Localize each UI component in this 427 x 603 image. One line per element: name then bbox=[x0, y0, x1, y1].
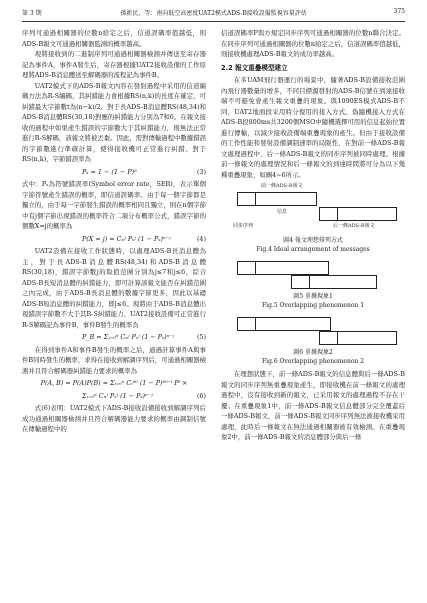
paragraph: 在多UAM飛行器運行的場景中，隨著ADS-B設備接收范圍內飛行器數量的增多，不同目標源發射的ADS-B信號在到達接收端不可避免會產生報文重疊的現象。與1090ES模式ADS-B不同，UAT2地面段采用時分復用的接入方式。偽隨機接入方式在ADS-B段800ms共3200個MSO中隨機選擇可用的信息起始位置進行傳輸，以減少接收設備端重疊現象的產生。但由于接收設備的工作性能和發射設備調制速率的局限性，在對前一條ADS-B報文處理過程中，后一條ADS-B報文的同步序列被同時處理。根據前一條報文的處理情況和后一條報文的到達時間將可分為以下幾種重疊現象，如圖4~6所示。 bbox=[221, 76, 405, 179]
fig6-sync-block-1 bbox=[237, 317, 257, 331]
fig4-payload-block-2 bbox=[337, 207, 397, 221]
paragraph: UAT2模式下的ADS-B報文內容在發射過程中采用的信道編碼方法為R-S編碼，其糾錯能力會根據RS(n,k)的長度在確定，可糾錯最大字節數t為(n−k)/2，對于長ADS-B消息體RS(48,34)和ADS-B消息體RS(30,18)對應的糾錯能力分別為7和6。在報文接收的過程中如果產生錯誤的字節數大于其糾錯能力，則無法正常進行R-S解碼，該報文將被丟棄。因此，需對傳輸過程中數據錯誤的字節數進行準確計算，使得接收機可正常進行糾錯。對于RS(n,k)，字節錯誤率為 bbox=[22, 81, 206, 163]
figure-6-caption-en: Fig.6 Overlapping phenomenon 2 bbox=[261, 358, 365, 365]
equation-6-line-1: P(A, B) = P(A)P(B) = Σᵢ₌₀ⁿ Cᵢ⁸⁰ (1 − P)⁸⁰⁻ⁱ Pⁱ × bbox=[40, 379, 188, 387]
fig4-label-sync: 同步序列 bbox=[233, 223, 254, 229]
header-rule bbox=[22, 21, 405, 22]
equation-5 bbox=[22, 332, 206, 343]
right-column bbox=[221, 28, 405, 443]
figure-4-caption-en: Fig.4 Ideal arrangement of messages bbox=[256, 246, 370, 253]
fig6-payload-block-2 bbox=[337, 331, 397, 345]
fig4-sync-block-2 bbox=[319, 207, 339, 221]
running-header bbox=[22, 8, 405, 20]
paragraph: 在理想狀態下，前一條ADS-B報文的信息體與后一條ADS-B報文的同步序列無重疊現象產生，即接收機在前一條報文的處理過程中，沒有接收到新的報文，已采用報文的處理過程不存在干擾；在重疊現象1中，前一條ADS-B報文信息體部分完全覆蓋后一條ADS-B報文，前一條ADS-B報文同步序列無法被接收機采用處理，此時后一條報文在無法通過相關器被有效檢測。在重疊現象2中，前一條ADS-B報文的消息體部分與后一條 bbox=[221, 370, 405, 441]
equation-number: (5) bbox=[196, 333, 206, 341]
paragraph: 序列可通過相關器的位數n給定之后，信道誤碼率值越低，則ADS-B報文可通過相關器監測的概率越高。 bbox=[22, 29, 206, 48]
fig4-label-next-message: 后一條ADS-B報文 bbox=[333, 223, 375, 229]
page-number: 375 bbox=[393, 8, 405, 15]
paragraph: 式(6)表明：UAT2模式下ADS-B接收設備接收到解調序列后成功通過相關器檢測并且符合解碼器能力要求的概率由調制信號在傳輸過程中的 bbox=[22, 404, 206, 433]
paragraph: UAT2設備在接收工作狀態時，以處理ADS-B長消息體為主，對于長ADS-B消息體RS(48,34)和ADS-B消息體RS(30,18)，錯誤字節數j的取值范圍分別為j≤7和j≤6，綜合ADS-B長短消息體的糾錯能力，即可計算該報文能否在糾錯范圍之內完成，由于ADS-B長消息體的數據字節更多，因此以基礎ADS-B短消息體的糾錯能力，即j≤6。現將由于ADS-B消息體出現錯誤字節數不大于其R-S糾錯能力，UAT2接收設備可正常進行R-S解碼記為事件B，事件B發生的概率為 bbox=[22, 247, 206, 329]
fig6-sync-block-2 bbox=[319, 331, 339, 345]
equation-body: Σⱼ₌₀⁶ Cₙʲ Pₛʲ (1 − Pₛ)ⁿ⁻ʲ bbox=[82, 391, 153, 400]
equation-3 bbox=[22, 167, 206, 178]
figure-6-caption-cn: 圖6 重疊現象2 bbox=[293, 349, 333, 356]
paragraph: 式中：Pₛ為符號錯誤率(Symbol error rate，SER)，表示單個字節符號產生錯誤的概率，即信道誤碼率。由于每一個字節都是獨立的，由于每一字節發生錯誤的概率相同且獨立，則在n個字節中有j個字節出現錯誤的概率符合二項分布概率公式，錯誤字節的個數X=j的概率為 bbox=[22, 180, 206, 230]
equation-number: (3) bbox=[196, 167, 206, 176]
paragraph: 信道誤碼率P與方規定同步序列可通過相關器的位數n聯合決定。在同步序列可通過相關器的位數n給定之后，信道誤碼率值越低，則接收機處理ADS-B報文的成功率越高。 bbox=[221, 29, 405, 58]
fig5-payload-block-1 bbox=[255, 261, 329, 275]
equation-body: P(X = j) = Cₙʲ Pₛʲ (1 − Pₛ)ⁿ⁻ʲ bbox=[82, 234, 171, 243]
fig5-sync-block-1 bbox=[237, 261, 257, 275]
fig5-sync-block-2 bbox=[291, 275, 311, 289]
equation-6-line-2 bbox=[22, 391, 206, 402]
fig5-payload-block-2 bbox=[309, 275, 377, 289]
fig4-label-previous-message: 前一條ADS-B報文 bbox=[261, 183, 303, 189]
section-heading: 2.2 報文重疊模型建立 bbox=[221, 63, 288, 72]
fig6-payload-block-1 bbox=[255, 317, 331, 331]
fig4-payload-block-1 bbox=[255, 192, 317, 206]
figure-5 bbox=[221, 257, 405, 291]
equation-number: (4) bbox=[196, 234, 206, 243]
equation-4 bbox=[22, 234, 206, 245]
figure-4-caption-cn: 圖4 報文理想排列方式 bbox=[283, 237, 343, 244]
figure-5-caption-en: Fig.5 Overlapping phenomenon 1 bbox=[261, 302, 365, 309]
figure-6 bbox=[221, 313, 405, 347]
paragraph: 在得到事件A和事件B發生的概率之后，通過計算事件A與事件B同時發生的概率，求得在接收到解調序列后，可通過相關器檢測并且符合解碼器糾錯能力要求的概率為 bbox=[22, 345, 206, 375]
fig4-label-info: 信息 bbox=[277, 209, 288, 215]
equation-body: P_B = Σⱼ₌₀⁶ Cₙʲ Pₛʲ (1 − Pₛ)ⁿ⁻ʲ bbox=[82, 333, 175, 341]
equation-body: Pₛ = 1 − (1 − P)⁸ bbox=[82, 167, 137, 176]
equation-number: (6) bbox=[196, 391, 206, 400]
running-title: 孫新民，等：南向低空高密度UAT2模式ADS-B接收設備監視容量評估 bbox=[120, 10, 307, 17]
paragraph: 現將接收到的二進制序列可通過相關器檢測并傳送至寄存器記為事件A，事件A發生后，寄存器根據UAT2接收設備的工作原理將ADS-B消息體送至解碼器的流程記為事件B。 bbox=[22, 50, 206, 79]
issue-number: 第 3 期 bbox=[22, 10, 42, 17]
figure-5-caption-cn: 圖5 重疊現象1 bbox=[293, 293, 333, 300]
fig4-sync-block-1 bbox=[237, 192, 257, 206]
left-column bbox=[22, 28, 206, 435]
figure-4 bbox=[221, 183, 405, 235]
